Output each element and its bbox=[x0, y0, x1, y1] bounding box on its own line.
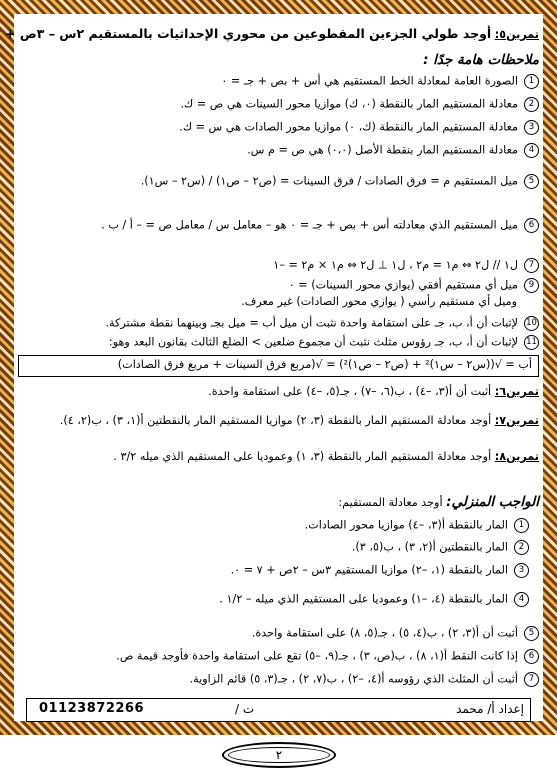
note-text: ميل أي مستقيم أفقي (يوازي محور السينات) = ٠ bbox=[288, 278, 518, 292]
note-text: لإثبات أن أ، ب، جـ رؤوس مثلث نثبت أن مجموع ضلعين > الضلع الثالث بقانون البعد وهو: bbox=[108, 335, 518, 349]
exercise-5 bbox=[5, 26, 539, 43]
note-text: معادلة المستقيم المار بنقطة الأصل (٠،٠) هي ص = م س. bbox=[247, 143, 518, 157]
exercise-5-label: تمرين٥: bbox=[494, 28, 539, 41]
exercise-7 bbox=[18, 414, 539, 429]
note-number: 11 bbox=[524, 335, 539, 350]
note-2 bbox=[18, 97, 539, 112]
exercise-5-text: أوجد طولي الجزءين المقطوعين من محوري الإحداثيات بالمستقيم ٢س – ٣ص + bbox=[5, 26, 492, 41]
footer-box bbox=[26, 698, 531, 722]
item-number: 4 bbox=[514, 592, 529, 607]
homework-1 bbox=[18, 518, 529, 533]
note-text: معادلة المستقيم المار بالنقطة (ك، ٠) موازيا محور الصادات هي س = ك. bbox=[179, 120, 518, 134]
item-text: المار بالنقطة أ(٣، –٤) موازيا محور الصادات. bbox=[304, 518, 508, 532]
exercise-8 bbox=[18, 450, 539, 465]
note-text: لإثبات أن أ، ب، جـ على استقامة واحدة نثبت أن ميل أب = ميل بجـ وبينهما نقطة مشتركة. bbox=[105, 316, 518, 330]
homework-4 bbox=[18, 592, 529, 607]
homework-2 bbox=[18, 540, 529, 555]
note-text: ميل المستقيم م = فرق الصادات / فرق السينات = (ص٢ – ص١) / (س٢ – س١). bbox=[140, 174, 518, 188]
note-number: 10 bbox=[524, 316, 539, 331]
note-text: معادلة المستقيم المار بالنقطة (٠، ك) موازيا محور السينات هي ص = ك. bbox=[180, 97, 518, 111]
note-9-cont: وميل أي مستقيم رأسي ( يوازي محور الصادات) غير معرف. bbox=[241, 295, 517, 308]
phone-number: 01123872266 bbox=[39, 701, 144, 716]
prepared-by: إعداد أ/ محمد bbox=[456, 702, 524, 716]
note-number: 4 bbox=[524, 143, 539, 158]
note-3 bbox=[18, 120, 539, 135]
item-text: إذا كانت النقط أ(١، ٨) ، ب(ص، ٣) ، جـ(٩، –٥) تقع على استقامة واحدة فأوجد قيمة ص. bbox=[116, 649, 518, 663]
homework-title bbox=[18, 494, 539, 512]
exercise-7-label: تمرين٧: bbox=[494, 414, 539, 427]
item-text: المار بالنقطة (١، –٢) موازيا المستقيم ٣س – ٢ص + ٧ = ٠. bbox=[230, 563, 508, 577]
note-number: 2 bbox=[524, 97, 539, 112]
page-number-text: ٢ bbox=[275, 748, 283, 762]
note-number: 3 bbox=[524, 120, 539, 135]
item-number: 1 bbox=[514, 518, 529, 533]
item-text: أثبت أن أ(٣، ٢) ، ب(٤، ٥) ، جـ(٥، ٨) على استقامة واحدة. bbox=[251, 626, 518, 640]
note-5 bbox=[18, 174, 539, 189]
homework-intro: أوجد معادلة المستقيم: bbox=[338, 496, 443, 509]
item-number: 7 bbox=[524, 672, 539, 687]
distance-formula: أب = √((س٢ – س١)² + (ص٢ – ص١)²) = √(مربع فرق السينات + مربع فرق الصادات) bbox=[117, 358, 532, 371]
note-10 bbox=[18, 316, 539, 331]
item-text: المار بالنقطة (٤، –١) وعموديا على المستقيم الذي ميله – ١/٢ . bbox=[219, 592, 508, 606]
note-number: 1 bbox=[524, 74, 539, 89]
phone-label: ت / bbox=[235, 702, 255, 716]
notes-heading: ملاحظات هامة جدًا : bbox=[423, 52, 539, 68]
homework-5 bbox=[18, 626, 539, 641]
note-6 bbox=[18, 218, 539, 233]
exercise-7-text: أوجد معادلة المستقيم المار بالنقطة (٣، ٢) موازيا المستقيم المار بالنقطتين أ(١، ٣) ، ب(٢، ٤). bbox=[59, 414, 492, 427]
exercise-6 bbox=[18, 385, 539, 400]
homework-heading: الواجب المنزلي: bbox=[446, 494, 539, 510]
exercise-8-text: أوجد معادلة المستقيم المار بالنقطة (٣، ١) وعموديا على المستقيم الذي ميله ٣/٢ . bbox=[113, 450, 492, 463]
item-number: 5 bbox=[524, 626, 539, 641]
note-text: ل١ // ل٢ ⇔ م١ = م٢ ، ل١ ⊥ ل٢ ⇔ م١ × م٢ = –١ bbox=[273, 258, 518, 272]
note-number: 5 bbox=[524, 174, 539, 189]
note-number: 9 bbox=[524, 278, 539, 293]
item-number: 2 bbox=[514, 540, 529, 555]
distance-formula-box bbox=[18, 355, 539, 377]
note-number: 6 bbox=[524, 218, 539, 233]
worksheet-body bbox=[5, 22, 539, 716]
exercise-8-label: تمرين٨: bbox=[494, 450, 539, 463]
note-number: 7 bbox=[524, 258, 539, 273]
item-number: 6 bbox=[524, 649, 539, 664]
note-text: الصورة العامة لمعادلة الخط المستقيم هي أس + بص + جـ = ٠ bbox=[221, 74, 518, 88]
item-text: أثبت أن المثلث الذي رؤوسه أ(٤، –٢) ، ب(٧، ٢) ، جـ(٣، ٥) قائم الزاوية. bbox=[189, 672, 518, 686]
note-9 bbox=[18, 278, 539, 293]
item-number: 3 bbox=[514, 563, 529, 578]
homework-3 bbox=[18, 563, 529, 578]
exercise-6-text: أثبت أن أ(٣، –٤) ، ب(٦، –٧) ، جـ(٥، –٤) على استقامة واحدة. bbox=[208, 385, 492, 398]
note-text: ميل المستقيم الذي معادلته أس + بص + جـ = ٠ هو – معامل س / معامل ص = – أ / ب . bbox=[101, 218, 518, 232]
note-11 bbox=[18, 335, 539, 350]
homework-6 bbox=[18, 649, 539, 664]
note-7 bbox=[18, 258, 539, 273]
note-1 bbox=[18, 74, 539, 89]
homework-7 bbox=[18, 672, 539, 687]
note-4 bbox=[18, 143, 539, 158]
page-number bbox=[222, 742, 336, 768]
exercise-6-label: تمرين٦: bbox=[494, 385, 539, 398]
item-text: المار بالنقطتين أ(٢، ٣) ، ب(٥، ٣). bbox=[351, 540, 508, 554]
